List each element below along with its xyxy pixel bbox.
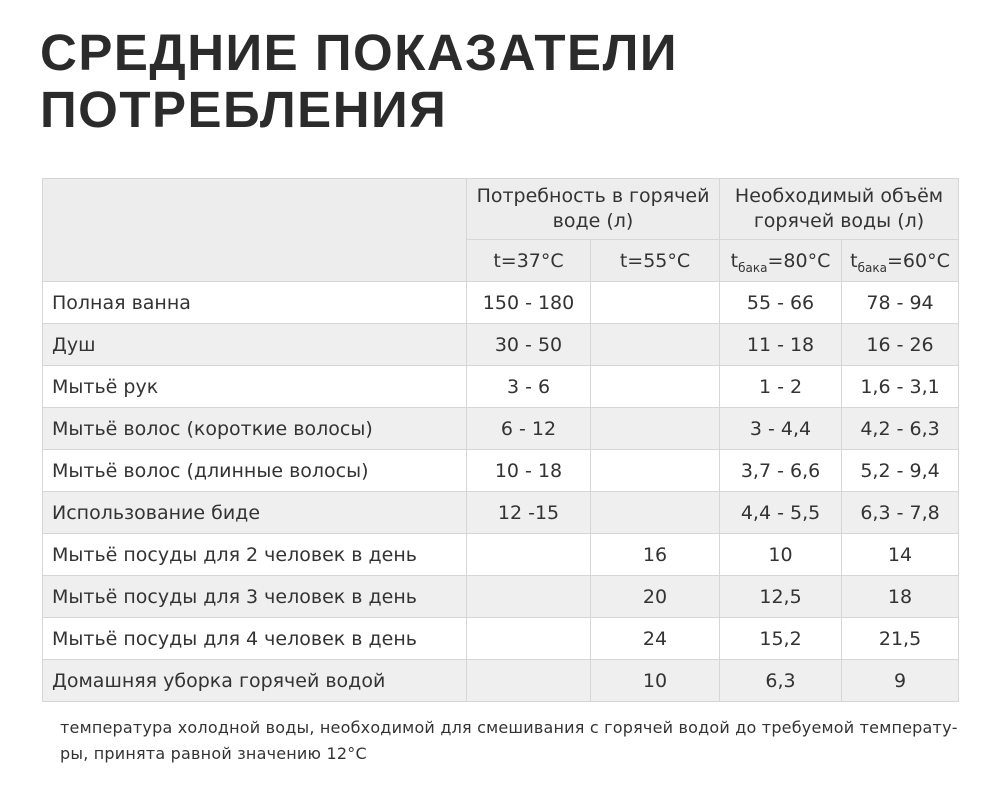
cell-t60: 5,2 - 9,4 (842, 450, 959, 492)
cell-t60: 21,5 (842, 618, 959, 660)
subheader-text: t=55°C (619, 249, 691, 272)
cell-t37 (467, 576, 591, 618)
cell-t37: 150 - 180 (467, 282, 591, 324)
cell-t80: 10 (720, 534, 842, 576)
cell-t55: 10 (591, 660, 720, 702)
cell-t55 (591, 324, 720, 366)
table-row (43, 366, 959, 408)
footnote-line: температура холодной воды, необходимой для смешивания с горячей водой до требуемой температу- (60, 718, 958, 737)
group-header-row (43, 179, 959, 240)
row-label: Мытьё посуды для 4 человек в день (43, 618, 467, 660)
cell-t55 (591, 492, 720, 534)
cell-t60: 9 (842, 660, 959, 702)
table-row (43, 282, 959, 324)
table-header (43, 179, 959, 282)
group-header-hot-water-need: Потребность в горячей воде (л) (467, 179, 720, 240)
table-row (43, 408, 959, 450)
cell-t55 (591, 450, 720, 492)
subheader-text: =80°C (767, 249, 831, 272)
cell-t55 (591, 366, 720, 408)
subheader-tank-80 (720, 240, 842, 282)
subheader-text: t=37°C (493, 249, 564, 272)
cell-t80: 15,2 (720, 618, 842, 660)
table-row (43, 492, 959, 534)
table-row (43, 660, 959, 702)
page-title-line: СРЕДНИЕ ПОКАЗАТЕЛИ (40, 24, 679, 81)
cell-t80: 55 - 66 (720, 282, 842, 324)
cell-t37: 10 - 18 (467, 450, 591, 492)
cell-t80: 4,4 - 5,5 (720, 492, 842, 534)
cell-t37: 12 -15 (467, 492, 591, 534)
cell-t37 (467, 660, 591, 702)
cell-t55 (591, 282, 720, 324)
footnote (60, 715, 960, 767)
row-label: Использование биде (43, 492, 467, 534)
table-row (43, 618, 959, 660)
subheader-text: =60°C (886, 249, 950, 272)
page-title (40, 24, 960, 138)
page-title-line: ПОТРЕБЛЕНИЯ (40, 81, 448, 138)
subheader-text: t (730, 249, 739, 272)
row-label: Мытьё посуды для 2 человек в день (43, 534, 467, 576)
group-header-required-volume: Необходимый объём горячей воды (л) (720, 179, 959, 240)
cell-t60: 16 - 26 (842, 324, 959, 366)
table-row (43, 324, 959, 366)
cell-t80: 1 - 2 (720, 366, 842, 408)
cell-t80: 12,5 (720, 576, 842, 618)
subheader-subscript: бака (857, 260, 887, 275)
row-label: Полная ванна (43, 282, 467, 324)
row-label: Мытьё волос (короткие волосы) (43, 408, 467, 450)
cell-t55: 16 (591, 534, 720, 576)
cell-t55 (591, 408, 720, 450)
row-label: Душ (43, 324, 467, 366)
subheader-t37 (467, 240, 591, 282)
row-label: Мытьё волос (длинные волосы) (43, 450, 467, 492)
subheader-tank-60 (842, 240, 959, 282)
cell-t80: 6,3 (720, 660, 842, 702)
row-label: Домашняя уборка горячей водой (43, 660, 467, 702)
row-label: Мытьё посуды для 3 человек в день (43, 576, 467, 618)
cell-t80: 3 - 4,4 (720, 408, 842, 450)
cell-t55: 24 (591, 618, 720, 660)
cell-t60: 78 - 94 (842, 282, 959, 324)
cell-t60: 14 (842, 534, 959, 576)
cell-t55: 20 (591, 576, 720, 618)
cell-t60: 4,2 - 6,3 (842, 408, 959, 450)
subheader-text: t (850, 249, 858, 272)
consumption-table (42, 178, 959, 702)
footnote-line: ры, принята равной значению 12°C (60, 744, 367, 763)
cell-t80: 3,7 - 6,6 (720, 450, 842, 492)
cell-t37 (467, 618, 591, 660)
cell-t60: 1,6 - 3,1 (842, 366, 959, 408)
cell-t37: 3 - 6 (467, 366, 591, 408)
corner-cell (43, 179, 467, 282)
cell-t37: 30 - 50 (467, 324, 591, 366)
cell-t80: 11 - 18 (720, 324, 842, 366)
subheader-t55 (591, 240, 720, 282)
table-row (43, 450, 959, 492)
table-row (43, 534, 959, 576)
row-label: Мытьё рук (43, 366, 467, 408)
cell-t37 (467, 534, 591, 576)
table-body (43, 282, 959, 702)
subheader-subscript: бака (738, 260, 768, 275)
table-row (43, 576, 959, 618)
cell-t60: 18 (842, 576, 959, 618)
cell-t37: 6 - 12 (467, 408, 591, 450)
cell-t60: 6,3 - 7,8 (842, 492, 959, 534)
